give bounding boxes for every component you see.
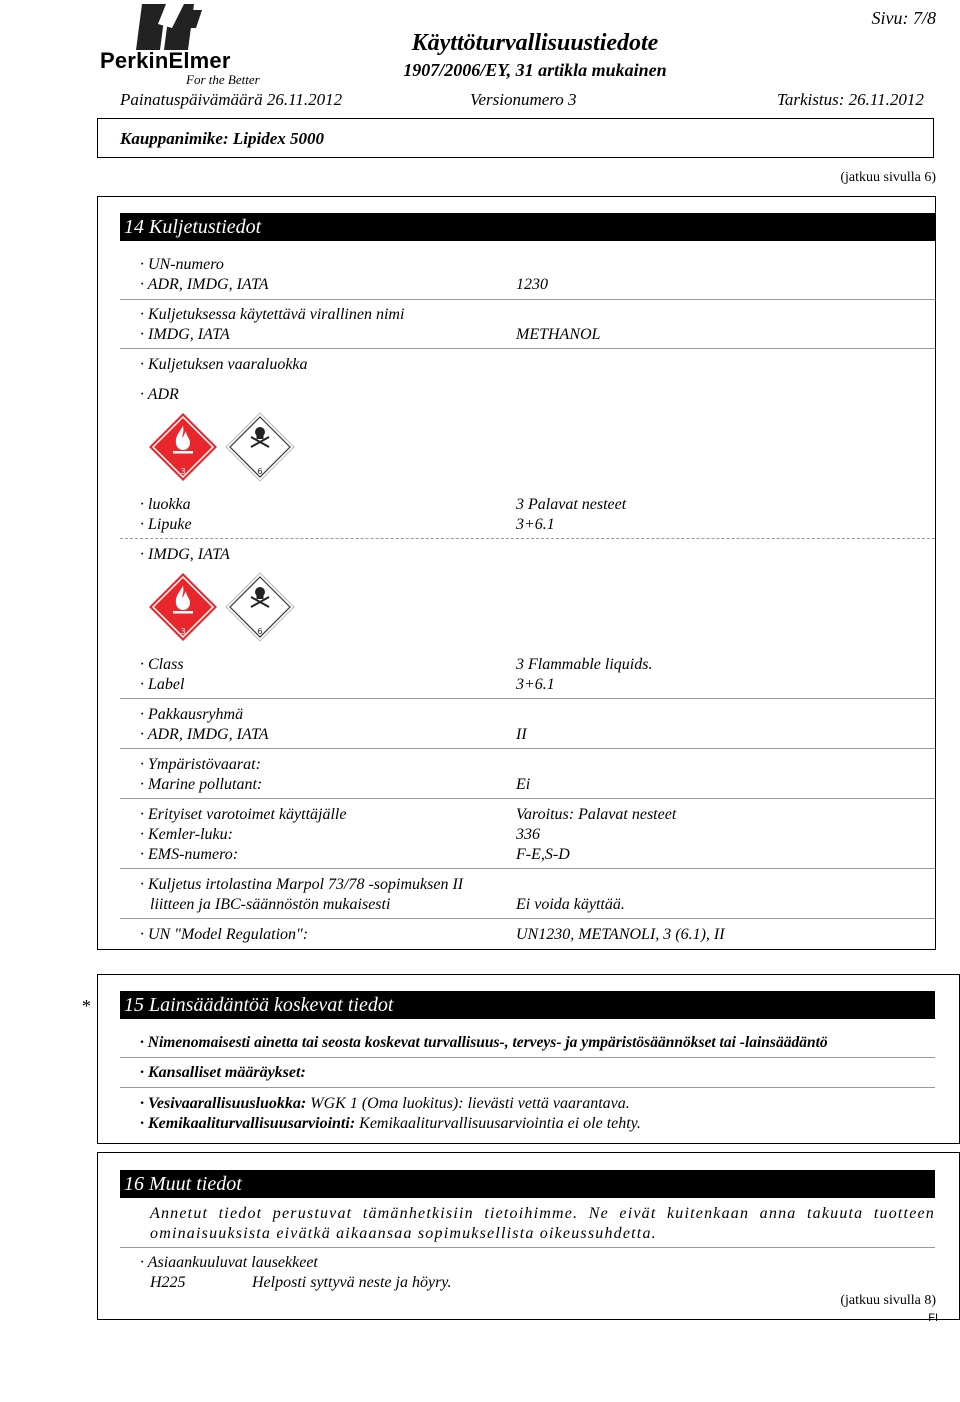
wgk-value: WGK 1 (Oma luokitus): lievästi vettä vaarantava.: [306, 1095, 630, 1112]
svg-text:6: 6: [257, 627, 263, 636]
shipping-name-label: · Kuljetuksessa käytettävä virallinen nimi: [140, 306, 405, 323]
packing-adr-label: · ADR, IMDG, IATA: [140, 726, 269, 743]
wgk-label: · Vesivaarallisuusluokka:: [140, 1095, 307, 1112]
adr-lipuke-value: 3+6.1: [516, 516, 555, 533]
shipping-imdg-label: · IMDG, IATA: [140, 326, 230, 343]
kemler-value: 336: [516, 826, 540, 843]
divider: [120, 299, 935, 300]
divider: [120, 1247, 935, 1248]
un-model-label: · UN "Model Regulation":: [140, 926, 309, 943]
marine-label: · Marine pollutant:: [140, 776, 263, 793]
logo-tagline: For the Better: [186, 72, 260, 87]
svg-text:3: 3: [180, 627, 186, 636]
svg-text:3: 3: [180, 467, 186, 476]
divider: [120, 868, 935, 869]
section-16-title: 16 Muut tiedot: [120, 1170, 935, 1198]
revision-marker: *: [82, 996, 91, 1016]
section-15-title: 15 Lainsäädäntöä koskevat tiedot: [120, 991, 935, 1019]
document-title: Käyttöturvallisuustiedote: [411, 30, 659, 56]
dashed-divider: [120, 538, 935, 539]
divider: [120, 1057, 935, 1058]
env-label: · Ympäristövaarat:: [140, 756, 261, 773]
csa-line: [140, 1115, 641, 1133]
divider: [120, 918, 935, 919]
precautions-label: · Erityiset varotoimet käyttäjälle: [140, 806, 347, 823]
bulk-label-line2: liitteen ja IBC-säännöstön mukaisesti: [150, 896, 391, 913]
csa-label: · Kemikaaliturvallisuusarviointi:: [140, 1115, 356, 1132]
svg-text:6: 6: [257, 467, 263, 476]
h-statement-code: H225: [150, 1274, 186, 1291]
packing-adr-value: II: [516, 726, 527, 743]
language-code: FI: [928, 1312, 938, 1324]
un-adr-label: · ADR, IMDG, IATA: [140, 276, 269, 293]
adr-class-value: 3 Palavat nesteet: [516, 496, 627, 513]
divider: [120, 348, 935, 349]
adr-label: · ADR: [140, 386, 179, 403]
revision-date: Tarkistus: 26.11.2012: [777, 90, 924, 109]
divider: [120, 748, 935, 749]
un-model-value: UN1230, METANOLI, 3 (6.1), II: [516, 926, 725, 943]
divider: [120, 798, 935, 799]
page-number: Sivu: 7/8: [871, 8, 936, 28]
imdg-label-label: · Label: [140, 676, 185, 693]
phrases-label: · Asiaankuuluvat lausekkeet: [140, 1254, 318, 1271]
flammable-liquid-pictogram-icon: [148, 412, 218, 482]
bulk-label-line1: · Kuljetus irtolastina Marpol 73/78 -sopimuksen II: [140, 876, 464, 893]
national-regulations-label: · Kansalliset määräykset:: [140, 1064, 306, 1081]
continued-to: (jatkuu sivulla 8): [840, 1293, 936, 1308]
adr-class-label: · luokka: [140, 496, 191, 513]
imdg-label: · IMDG, IATA: [140, 546, 230, 563]
ems-label: · EMS-numero:: [140, 846, 239, 863]
ems-value: F-E,S-D: [516, 846, 570, 863]
imdg-class-label: · Class: [140, 656, 184, 673]
print-date: Painatuspäivämäärä 26.11.2012: [120, 90, 343, 109]
continued-from: (jatkuu sivulla 6): [840, 170, 936, 185]
un-adr-value: 1230: [516, 276, 548, 293]
precautions-value: Varoitus: Palavat nesteet: [516, 806, 677, 823]
trade-name-box: [97, 118, 934, 158]
shipping-imdg-value: METHANOL: [516, 326, 601, 343]
toxic-skull-pictogram-icon: [225, 572, 295, 642]
regulations-line: · Nimenomaisesti ainetta tai seosta koskevat turvallisuus-, terveys- ja ympäristösäännökset tai -lainsäädäntö: [140, 1034, 828, 1051]
packing-group-label: · Pakkausryhmä: [140, 706, 244, 723]
disclaimer-paragraph: Annetut tiedot perustuvat tämänhetkisiin tietoihimme. Ne eivät kuitenkaan anna takuuta tuotteen ominaisuuksista eivätkä aikaansaa sopimuksellista oikeussuhdetta.: [150, 1205, 935, 1242]
divider: [120, 1087, 935, 1088]
trade-name: Kauppanimike: Lipidex 5000: [120, 129, 324, 148]
imdg-label-value: 3+6.1: [516, 676, 555, 693]
h-statement-text: Helposti syttyvä neste ja höyry.: [252, 1274, 452, 1291]
kemler-label: · Kemler-luku:: [140, 826, 233, 843]
imdg-class-value: 3 Flammable liquids.: [516, 656, 653, 673]
un-number-label: · UN-numero: [140, 256, 224, 273]
divider: [120, 698, 935, 699]
document-subtitle: 1907/2006/EY, 31 artikla mukainen: [403, 60, 667, 80]
toxic-skull-pictogram-icon: [225, 412, 295, 482]
csa-value: Kemikaaliturvallisuusarviointia ei ole tehty.: [355, 1115, 641, 1132]
logo-name: PerkinElmer: [100, 48, 231, 73]
flammable-liquid-pictogram-icon: [148, 572, 218, 642]
wgk-line: [140, 1095, 630, 1113]
adr-lipuke-label: · Lipuke: [140, 516, 192, 533]
section-14-title: 14 Kuljetustiedot: [120, 213, 935, 241]
bulk-value: Ei voida käyttää.: [516, 896, 625, 913]
version-number: Versionumero 3: [470, 90, 577, 109]
marine-value: Ei: [516, 776, 531, 793]
hazard-class-label: · Kuljetuksen vaaraluokka: [140, 356, 308, 373]
